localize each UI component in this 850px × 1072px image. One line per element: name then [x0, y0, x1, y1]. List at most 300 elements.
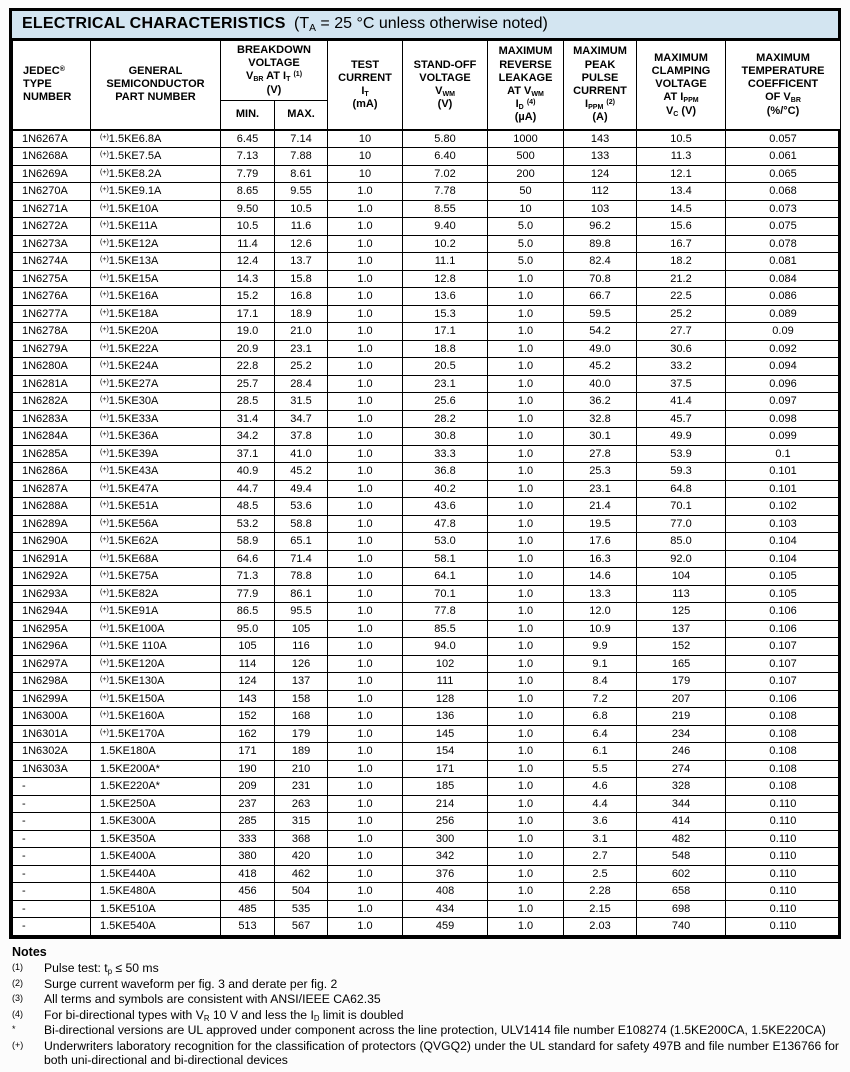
cell: 0.110: [726, 813, 841, 831]
note-marker: (2): [12, 977, 23, 988]
cell: 1.0: [328, 725, 403, 743]
cell: 1.0: [488, 760, 564, 778]
cell: 13.7: [275, 253, 328, 271]
cell: 1.0: [328, 515, 403, 533]
cell: 0.106: [726, 620, 841, 638]
cell: 2.28: [564, 883, 637, 901]
cell: 209: [221, 778, 275, 796]
table-row: [13, 340, 841, 358]
table-row: [13, 813, 841, 831]
cell: 1N6281A: [13, 375, 91, 393]
table-row: [13, 253, 841, 271]
cell: 1N6287A: [13, 480, 91, 498]
cell: 414: [637, 813, 726, 831]
cell: 1.5KE220A*: [91, 778, 221, 796]
table-row: [13, 358, 841, 376]
cell: 1.0: [328, 865, 403, 883]
cell: 171: [403, 760, 488, 778]
cell: 171: [221, 743, 275, 761]
cell: -: [13, 900, 91, 918]
cell: 8.4: [564, 673, 637, 691]
cell: 0.104: [726, 533, 841, 551]
cell: 1.0: [328, 358, 403, 376]
cell: 22.8: [221, 358, 275, 376]
cell: 1.0: [488, 848, 564, 866]
cell: 1.0: [328, 848, 403, 866]
cell: 1.0: [488, 620, 564, 638]
table-row: [13, 708, 841, 726]
cell: 2.15: [564, 900, 637, 918]
cell: 1.0: [328, 533, 403, 551]
cell: 17.1: [221, 305, 275, 323]
note-item: [12, 961, 839, 975]
cell: 133: [564, 148, 637, 166]
cell: 14.3: [221, 270, 275, 288]
cell: 1.0: [328, 288, 403, 306]
cell: 1.5KE180A: [91, 743, 221, 761]
section-title-condition: ($T_A = 25$ °C unless otherwise noted): [294, 15, 548, 34]
cell: 0.075: [726, 218, 841, 236]
table-row: [13, 200, 841, 218]
cell: 1.0: [328, 323, 403, 341]
cell: 1.5KE400A: [91, 848, 221, 866]
cell: 0.098: [726, 410, 841, 428]
cell: 0.073: [726, 200, 841, 218]
cell: 12.1: [637, 165, 726, 183]
cell: 1N6272A: [13, 218, 91, 236]
cell: 0.110: [726, 900, 841, 918]
cell: 0.092: [726, 340, 841, 358]
cell: (+)1.5KE30A: [91, 393, 221, 411]
cell: 179: [637, 673, 726, 691]
cell: 1.5KE540A: [91, 918, 221, 936]
cell: 113: [637, 585, 726, 603]
cell: 1.0: [488, 340, 564, 358]
table-row: [13, 480, 841, 498]
cell: 1.0: [488, 270, 564, 288]
cell: 1.0: [328, 778, 403, 796]
cell: 86.5: [221, 603, 275, 621]
cell: 102: [403, 655, 488, 673]
cell: 1N6270A: [13, 183, 91, 201]
cell: 1N6297A: [13, 655, 91, 673]
cell: 1.0: [328, 883, 403, 901]
cell: 7.79: [221, 165, 275, 183]
cell: 1N6285A: [13, 445, 91, 463]
cell: 1.0: [488, 288, 564, 306]
cell: 1.5KE480A: [91, 883, 221, 901]
cell: 567: [275, 918, 328, 936]
cell: 1.0: [488, 725, 564, 743]
cell: (+)1.5KE91A: [91, 603, 221, 621]
note-marker: *: [12, 1024, 16, 1035]
cell: 7.78: [403, 183, 488, 201]
table-row: [13, 795, 841, 813]
cell: 1.0: [488, 393, 564, 411]
cell: 1N6279A: [13, 340, 91, 358]
cell: 64.8: [637, 480, 726, 498]
table-row: [13, 305, 841, 323]
table-row: [13, 218, 841, 236]
cell: 154: [403, 743, 488, 761]
note-item: [12, 1008, 839, 1022]
cell: 16.3: [564, 550, 637, 568]
cell: 0.081: [726, 253, 841, 271]
cell: (+)1.5KE6.8A: [91, 130, 221, 148]
cell: (+)1.5KE82A: [91, 585, 221, 603]
cell: 25.2: [275, 358, 328, 376]
cell: 344: [637, 795, 726, 813]
cell: 13.3: [564, 585, 637, 603]
cell: 47.8: [403, 515, 488, 533]
cell: 20.5: [403, 358, 488, 376]
cell: 162: [221, 725, 275, 743]
cell: 1.0: [488, 918, 564, 936]
cell: 179: [275, 725, 328, 743]
cell: 1N6282A: [13, 393, 91, 411]
cell: 1N6276A: [13, 288, 91, 306]
cell: 1N6289A: [13, 515, 91, 533]
table-row: [13, 288, 841, 306]
cell: 1.0: [328, 708, 403, 726]
cell: 1.0: [488, 498, 564, 516]
cell: 5.80: [403, 130, 488, 148]
cell: 1N6274A: [13, 253, 91, 271]
col-header-breakdown-voltage: BREAKDOWN VOLTAGE $V_{BR}$ AT $I_T$ $^{(1)}$ (V): [221, 41, 328, 101]
cell: 1.0: [488, 673, 564, 691]
cell: 0.1: [726, 445, 841, 463]
col-header-max: MAX.: [275, 100, 328, 130]
cell: 1.0: [488, 655, 564, 673]
cell: 4.6: [564, 778, 637, 796]
table-row: [13, 445, 841, 463]
cell: 6.40: [403, 148, 488, 166]
cell: 219: [637, 708, 726, 726]
cell: 1.0: [328, 498, 403, 516]
cell: (+)1.5KE68A: [91, 550, 221, 568]
cell: 1.0: [328, 270, 403, 288]
cell: 5.0: [488, 235, 564, 253]
cell: 21.0: [275, 323, 328, 341]
cell: 456: [221, 883, 275, 901]
cell: 0.096: [726, 375, 841, 393]
cell: 1N6267A: [13, 130, 91, 148]
cell: 1.0: [328, 480, 403, 498]
cell: 58.8: [275, 515, 328, 533]
cell: 10: [488, 200, 564, 218]
cell: 1.0: [328, 830, 403, 848]
cell: -: [13, 848, 91, 866]
cell: 1.0: [328, 655, 403, 673]
cell: 1N6302A: [13, 743, 91, 761]
cell: 210: [275, 760, 328, 778]
col-header-temp-coefficient: MAXIMUM TEMPERATURE COEFFICENT OF $V_{BR}$ (%/°C): [726, 41, 841, 130]
notes-heading: Notes: [12, 944, 47, 959]
col-header-test-current: TEST CURRENT $I_T$ (mA): [328, 41, 403, 130]
table-row: [13, 515, 841, 533]
cell: 70.8: [564, 270, 637, 288]
table-row: [13, 778, 841, 796]
cell: 1.0: [488, 603, 564, 621]
cell: 1.0: [488, 568, 564, 586]
cell: 49.9: [637, 428, 726, 446]
cell: 0.097: [726, 393, 841, 411]
cell: 70.1: [403, 585, 488, 603]
cell: 1.0: [328, 760, 403, 778]
cell: 85.5: [403, 620, 488, 638]
cell: 37.1: [221, 445, 275, 463]
cell: 1.0: [488, 375, 564, 393]
cell: 0.110: [726, 795, 841, 813]
cell: 137: [637, 620, 726, 638]
cell: 40.2: [403, 480, 488, 498]
cell: 41.4: [637, 393, 726, 411]
cell: 12.0: [564, 603, 637, 621]
cell: 1N6286A: [13, 463, 91, 481]
cell: 0.099: [726, 428, 841, 446]
cell: (+)1.5KE170A: [91, 725, 221, 743]
cell: -: [13, 918, 91, 936]
table-row: [13, 673, 841, 691]
cell: 0.110: [726, 918, 841, 936]
cell: 1.0: [328, 183, 403, 201]
note-item: [12, 977, 839, 991]
cell: 59.3: [637, 463, 726, 481]
cell: 116: [275, 638, 328, 656]
cell: 152: [221, 708, 275, 726]
cell: 1.0: [328, 235, 403, 253]
cell: 1.0: [328, 445, 403, 463]
cell: 145: [403, 725, 488, 743]
cell: 23.1: [564, 480, 637, 498]
cell: 36.8: [403, 463, 488, 481]
cell: 185: [403, 778, 488, 796]
cell: 256: [403, 813, 488, 831]
cell: 1N6296A: [13, 638, 91, 656]
cell: 40.0: [564, 375, 637, 393]
cell: 9.9: [564, 638, 637, 656]
cell: 0.110: [726, 883, 841, 901]
cell: 1.0: [328, 393, 403, 411]
cell: 12.6: [275, 235, 328, 253]
cell: -: [13, 883, 91, 901]
cell: 1.0: [488, 638, 564, 656]
section-title: ELECTRICAL CHARACTERISTICS: [22, 15, 286, 32]
cell: 1.5KE250A: [91, 795, 221, 813]
table-row: [13, 393, 841, 411]
cell: 5.0: [488, 253, 564, 271]
cell: 11.6: [275, 218, 328, 236]
cell: (+)1.5KE43A: [91, 463, 221, 481]
cell: 71.4: [275, 550, 328, 568]
cell: 0.108: [726, 760, 841, 778]
cell: 0.107: [726, 638, 841, 656]
table-row: [13, 690, 841, 708]
cell: 49.4: [275, 480, 328, 498]
cell: 1.0: [488, 305, 564, 323]
cell: 10: [328, 165, 403, 183]
cell: 1.0: [328, 568, 403, 586]
cell: 1N6291A: [13, 550, 91, 568]
cell: 485: [221, 900, 275, 918]
cell: 16.7: [637, 235, 726, 253]
cell: (+)1.5KE18A: [91, 305, 221, 323]
cell: 7.88: [275, 148, 328, 166]
cell: 92.0: [637, 550, 726, 568]
cell: 11.3: [637, 148, 726, 166]
cell: -: [13, 778, 91, 796]
cell: 602: [637, 865, 726, 883]
cell: 3.1: [564, 830, 637, 848]
cell: 1.0: [488, 708, 564, 726]
cell: 1.0: [488, 480, 564, 498]
cell: 459: [403, 918, 488, 936]
cell: 40.9: [221, 463, 275, 481]
cell: 1.0: [488, 533, 564, 551]
cell: 0.108: [726, 725, 841, 743]
cell: 1.0: [328, 305, 403, 323]
cell: 20.9: [221, 340, 275, 358]
cell: 53.6: [275, 498, 328, 516]
cell: 0.068: [726, 183, 841, 201]
cell: 12.4: [221, 253, 275, 271]
cell: 95.0: [221, 620, 275, 638]
cell: 17.6: [564, 533, 637, 551]
note-marker: (+): [12, 1039, 24, 1050]
cell: 1.0: [328, 375, 403, 393]
cell: 1.0: [488, 323, 564, 341]
cell: (+)1.5KE12A: [91, 235, 221, 253]
table-row: [13, 918, 841, 936]
cell: 1.0: [328, 550, 403, 568]
cell: 9.1: [564, 655, 637, 673]
cell: (+)1.5KE160A: [91, 708, 221, 726]
cell: 10.9: [564, 620, 637, 638]
cell: 1N6271A: [13, 200, 91, 218]
cell: 30.1: [564, 428, 637, 446]
cell: 33.2: [637, 358, 726, 376]
cell: 434: [403, 900, 488, 918]
note-text: Pulse test: $t_p \le 50$ ms: [44, 961, 159, 977]
cell: 1N6299A: [13, 690, 91, 708]
table-row: [13, 620, 841, 638]
cell: 1.0: [328, 638, 403, 656]
cell: 513: [221, 918, 275, 936]
cell: (+)1.5KE51A: [91, 498, 221, 516]
cell: 1N6277A: [13, 305, 91, 323]
cell: 1N6298A: [13, 673, 91, 691]
table-row: [13, 655, 841, 673]
cell: 462: [275, 865, 328, 883]
table-row: [13, 463, 841, 481]
cell: 14.5: [637, 200, 726, 218]
cell: 408: [403, 883, 488, 901]
cell: 31.4: [221, 410, 275, 428]
cell: 25.2: [637, 305, 726, 323]
cell: 1.0: [488, 358, 564, 376]
cell: 1.0: [488, 900, 564, 918]
cell: 7.14: [275, 130, 328, 148]
cell: 380: [221, 848, 275, 866]
cell: 85.0: [637, 533, 726, 551]
cell: 48.5: [221, 498, 275, 516]
cell: 5.0: [488, 218, 564, 236]
cell: 1.0: [488, 690, 564, 708]
cell: 49.0: [564, 340, 637, 358]
section-title-bar: [12, 11, 838, 40]
cell: 21.4: [564, 498, 637, 516]
cell: 59.5: [564, 305, 637, 323]
cell: (+)1.5KE20A: [91, 323, 221, 341]
cell: (+)1.5KE100A: [91, 620, 221, 638]
cell: 33.3: [403, 445, 488, 463]
cell: (+)1.5KE130A: [91, 673, 221, 691]
note-marker: (1): [12, 962, 23, 973]
cell: 1.0: [488, 778, 564, 796]
cell: 65.1: [275, 533, 328, 551]
cell: 698: [637, 900, 726, 918]
cell: 548: [637, 848, 726, 866]
cell: 0.09: [726, 323, 841, 341]
cell: 1N6275A: [13, 270, 91, 288]
cell: 2.5: [564, 865, 637, 883]
cell: 1.5KE200A*: [91, 760, 221, 778]
cell: 190: [221, 760, 275, 778]
cell: 1.0: [328, 253, 403, 271]
cell: 136: [403, 708, 488, 726]
cell: 1.0: [488, 515, 564, 533]
cell: 143: [221, 690, 275, 708]
cell: 8.65: [221, 183, 275, 201]
cell: 34.2: [221, 428, 275, 446]
cell: 1N6303A: [13, 760, 91, 778]
cell: (+)1.5KE 110A: [91, 638, 221, 656]
cell: 103: [564, 200, 637, 218]
cell: 234: [637, 725, 726, 743]
cell: 71.3: [221, 568, 275, 586]
col-header-clamping-voltage: MAXIMUM CLAMPING VOLTAGE AT $I_{PPM}$ $V_C$ (V): [637, 41, 726, 130]
cell: 0.110: [726, 830, 841, 848]
cell: 19.5: [564, 515, 637, 533]
cell: 111: [403, 673, 488, 691]
cell: 152: [637, 638, 726, 656]
note-item: [12, 992, 839, 1006]
cell: -: [13, 795, 91, 813]
cell: 31.5: [275, 393, 328, 411]
cell: 0.108: [726, 708, 841, 726]
table-row: [13, 883, 841, 901]
cell: 77.0: [637, 515, 726, 533]
cell: (+)1.5KE9.1A: [91, 183, 221, 201]
cell: 37.8: [275, 428, 328, 446]
cell: (+)1.5KE10A: [91, 200, 221, 218]
cell: 1.0: [488, 550, 564, 568]
cell: 13.4: [637, 183, 726, 201]
cell: 11.1: [403, 253, 488, 271]
cell: (+)1.5KE150A: [91, 690, 221, 708]
cell: 124: [221, 673, 275, 691]
cell: 200: [488, 165, 564, 183]
note-text: Surge current waveform per fig. 3 and derate per fig. 2: [44, 976, 338, 991]
cell: 0.106: [726, 603, 841, 621]
cell: 19.0: [221, 323, 275, 341]
cell: 1.0: [328, 743, 403, 761]
cell: 1N6273A: [13, 235, 91, 253]
table-row: [13, 130, 841, 148]
table-row: [13, 900, 841, 918]
cell: (+)1.5KE33A: [91, 410, 221, 428]
cell: 285: [221, 813, 275, 831]
